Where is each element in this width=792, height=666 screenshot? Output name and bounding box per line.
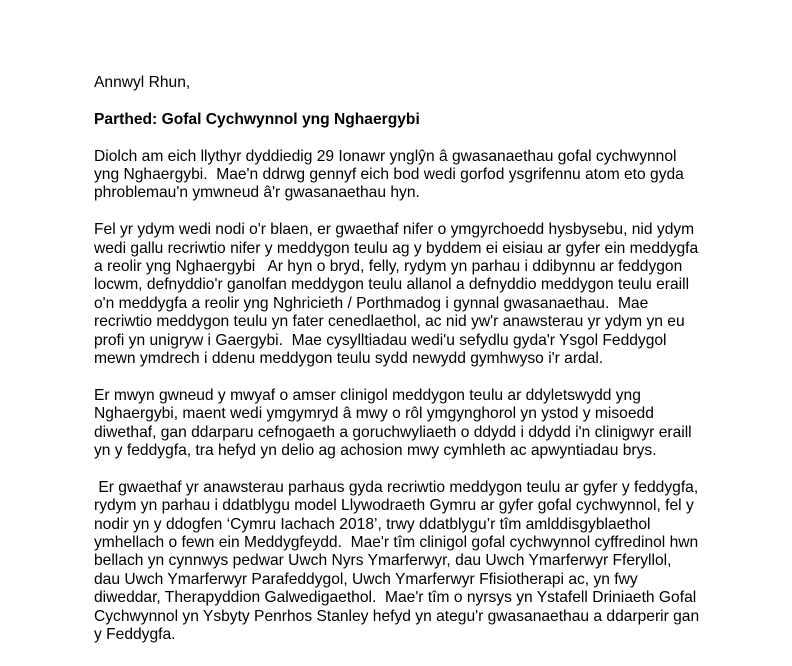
paragraph-spacer xyxy=(94,203,734,221)
letter-body xyxy=(94,74,734,645)
paragraph-clinical-time xyxy=(94,387,734,461)
text-line: mewn ymdrech i ddenu meddygon teulu sydd newydd gymhwyso i'r ardal. xyxy=(94,350,604,368)
paragraph-multidisciplinary-team xyxy=(94,479,734,645)
paragraph-recruitment xyxy=(94,221,734,368)
text-line: ymhellach o fewn ein Meddygfeydd. Mae'r tîm clinigol gofal cychwynnol cyffredinol hwn xyxy=(94,534,699,552)
salutation: Annwyl Rhun, xyxy=(94,74,191,91)
text-line: diweddar, Therapyddion Galwedigaethol. Mae'r tîm o nyrsys yn Ystafell Driniaeth Gofal xyxy=(94,589,697,607)
subject-line: Parthed: Gofal Cychwynnol yng Nghaergybi xyxy=(94,110,420,128)
paragraph-spacer xyxy=(94,129,734,147)
text-line: dau Uwch Ymarferwyr Parafeddygol, Uwch Ymarferwyr Ffisiotherapi ac, yn fwy xyxy=(94,570,638,588)
text-line: Cychwynnol yn Ysbyty Penrhos Stanley hefyd yn ategu'r gwasanaethau a ddarperir gan xyxy=(94,607,700,625)
paragraph-spacer xyxy=(94,92,734,110)
text-line: phroblemau'n ymwneud â'r gwasanaethau hyn. xyxy=(94,184,420,202)
text-line: rydym yn parhau i ddatblygu model Llywodraeth Gymru ar gyfer gofal cychwynnol, fel y xyxy=(94,497,694,515)
text-line: yng Nghaergybi. Mae'n ddrwg gennyf eich bod wedi gorfod ysgrifennu atom eto gyda xyxy=(94,166,684,183)
paragraph-spacer xyxy=(94,368,734,386)
paragraph-spacer xyxy=(94,460,734,478)
text-line: Er gwaethaf yr anawsterau parhaus gyda recriwtio meddygon teulu ar gyfer y feddygfa, xyxy=(94,478,699,496)
paragraph-thanks xyxy=(94,148,734,203)
text-line: wedi gallu recriwtio nifer y meddygon teulu ag y byddem ei eisiau ar gyfer ein meddygfa xyxy=(94,239,699,257)
text-line: Fel yr ydym wedi nodi o'r blaen, er gwaethaf nifer o ymgyrchoedd hysbysebu, nid ydym xyxy=(94,221,695,239)
text-line: locwm, defnyddio'r ganolfan meddygon teulu allanol a defnyddio meddygon teulu eraill xyxy=(94,276,690,294)
text-line: profi yn unigryw i Gaergybi. Mae cysylltiadau wedi'u sefydlu gyda'r Ysgol Feddygol xyxy=(94,331,667,349)
text-line: nodir yn y ddogfen ‘Cymru Iachach 2018’, trwy ddatblygu’r tîm amlddisgyblaethol xyxy=(94,515,651,533)
text-line: Diolch am eich llythyr dyddiedig 29 Ionawr ynglŷn â gwasanaethau gofal cychwynnol xyxy=(94,147,677,165)
text-line: bellach yn cynnwys pedwar Uwch Nyrs Ymarferwyr, dau Uwch Ymarferwyr Fferyllol, xyxy=(94,552,672,570)
text-line: a reolir yng Nghaergybi Ar hyn o bryd, felly, rydym yn parhau i ddibynnu ar feddygon xyxy=(94,258,683,276)
text-line: Nghaergybi, maent wedi ymgymryd â mwy o rôl ymgynghorol yn ystod y misoedd xyxy=(94,405,654,423)
text-line: yn y feddygfa, tra hefyd yn delio ag achosion mwy cymhleth ac apwyntiadau brys. xyxy=(94,442,657,460)
text-line: y Feddygfa. xyxy=(94,626,176,644)
text-line: recriwtio meddygon teulu yn fater cenedlaethol, ac nid yw'r anawsterau yr ydym yn eu xyxy=(94,313,685,331)
text-line: diwethaf, gan ddarparu cefnogaeth a goruchwyliaeth o ddydd i ddydd i'n clinigwyr eraill xyxy=(94,423,692,441)
text-line: Er mwyn gwneud y mwyaf o amser clinigol meddygon teulu ar ddyletswydd yng xyxy=(94,386,641,404)
text-line: o'n meddygfa a reolir yng Nghricieth / Porthmadog i gynnal gwasanaethau. Mae xyxy=(94,294,649,312)
